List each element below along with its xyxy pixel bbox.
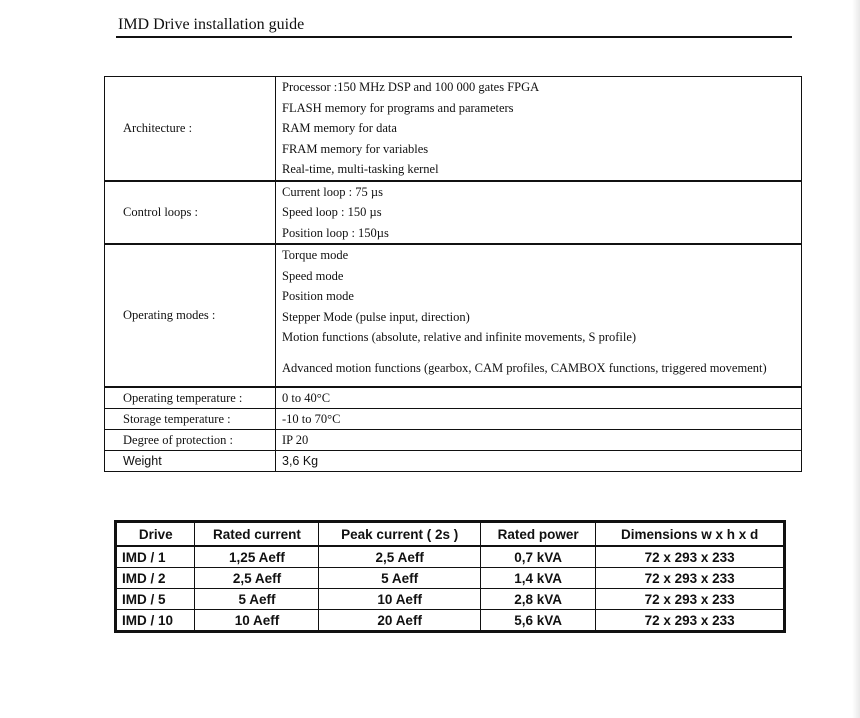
spec-value-line: Processor :150 MHz DSP and 100 000 gates FPGA <box>282 80 540 94</box>
table-row <box>116 589 785 610</box>
drive-models-table <box>114 520 786 633</box>
spec-row-operating-temperature <box>105 387 802 409</box>
spec-value-line: RAM memory for data <box>282 121 397 135</box>
spec-value-line: Position loop : 150µs <box>282 225 389 240</box>
cell-dimensions: 72 x 293 x 233 <box>596 589 785 610</box>
spec-row-degree-of-protection <box>105 429 802 450</box>
page-edge-shadow <box>852 0 860 718</box>
spec-values <box>276 244 802 387</box>
spec-label: Weight <box>105 450 276 471</box>
cell-rated-current: 5 Aeff <box>195 589 319 610</box>
spec-label: Operating modes : <box>105 244 276 387</box>
cell-drive: IMD / 10 <box>116 610 195 632</box>
spec-label: Degree of protection : <box>105 429 276 450</box>
cell-dimensions: 72 x 293 x 233 <box>596 568 785 589</box>
spec-row-operating-modes <box>105 244 802 387</box>
cell-rated-power: 1,4 kVA <box>480 568 595 589</box>
spec-value-line: Speed mode <box>282 268 344 283</box>
spec-row-architecture <box>105 77 802 181</box>
spec-value-line: Position mode <box>282 289 354 303</box>
cell-peak-current: 20 Aeff <box>319 610 481 632</box>
spec-label: Control loops : <box>105 181 276 245</box>
spec-value-line: Real-time, multi-tasking kernel <box>282 162 439 176</box>
cell-dimensions: 72 x 293 x 233 <box>596 610 785 632</box>
spec-value-line: Advanced motion functions (gearbox, CAM profiles, CAMBOX functions, triggered movement) <box>282 360 767 375</box>
cell-rated-power: 2,8 kVA <box>480 589 595 610</box>
spec-row-weight <box>105 450 802 471</box>
spec-value: 0 to 40°C <box>276 387 802 409</box>
spec-values <box>276 181 802 245</box>
table-row <box>116 546 785 568</box>
spec-label: Architecture : <box>105 77 276 181</box>
column-header-peak-current: Peak current ( 2s ) <box>319 522 481 547</box>
column-header-drive: Drive <box>116 522 195 547</box>
document-header-title: IMD Drive installation guide <box>118 16 305 33</box>
spec-value-line: Speed loop : 150 µs <box>282 205 382 219</box>
spec-label: Operating temperature : <box>105 387 276 409</box>
table-row <box>116 610 785 632</box>
spec-value-line: FRAM memory for variables <box>282 141 429 156</box>
spec-value-line: Current loop : 75 µs <box>282 184 383 199</box>
table-header-row <box>116 522 785 547</box>
spec-value-line: Torque mode <box>282 248 349 262</box>
cell-drive: IMD / 1 <box>116 546 195 568</box>
column-header-rated-current: Rated current <box>195 522 319 547</box>
spec-values <box>276 77 802 181</box>
header-rule <box>116 36 792 38</box>
column-header-rated-power: Rated power <box>480 522 595 547</box>
cell-drive: IMD / 5 <box>116 589 195 610</box>
cell-rated-current: 2,5 Aeff <box>195 568 319 589</box>
spec-value-line: Stepper Mode (pulse input, direction) <box>282 309 470 324</box>
cell-rated-current: 1,25 Aeff <box>195 546 319 568</box>
cell-peak-current: 10 Aeff <box>319 589 481 610</box>
spec-row-control-loops <box>105 181 802 245</box>
specifications-table <box>104 76 802 472</box>
spec-label: Storage temperature : <box>105 408 276 429</box>
cell-rated-power: 5,6 kVA <box>480 610 595 632</box>
cell-drive: IMD / 2 <box>116 568 195 589</box>
spec-value: IP 20 <box>276 429 802 450</box>
spec-row-storage-temperature <box>105 408 802 429</box>
cell-dimensions: 72 x 293 x 233 <box>596 546 785 568</box>
column-header-dimensions: Dimensions w x h x d <box>596 522 785 547</box>
spec-value-line: Motion functions (absolute, relative and infinite movements, S profile) <box>282 330 637 344</box>
cell-rated-current: 10 Aeff <box>195 610 319 632</box>
table-row <box>116 568 785 589</box>
cell-peak-current: 2,5 Aeff <box>319 546 481 568</box>
spec-value: 3,6 Kg <box>276 450 802 471</box>
spec-value-line: FLASH memory for programs and parameters <box>282 100 514 115</box>
spec-value: -10 to 70°C <box>276 408 802 429</box>
cell-peak-current: 5 Aeff <box>319 568 481 589</box>
cell-rated-power: 0,7 kVA <box>480 546 595 568</box>
